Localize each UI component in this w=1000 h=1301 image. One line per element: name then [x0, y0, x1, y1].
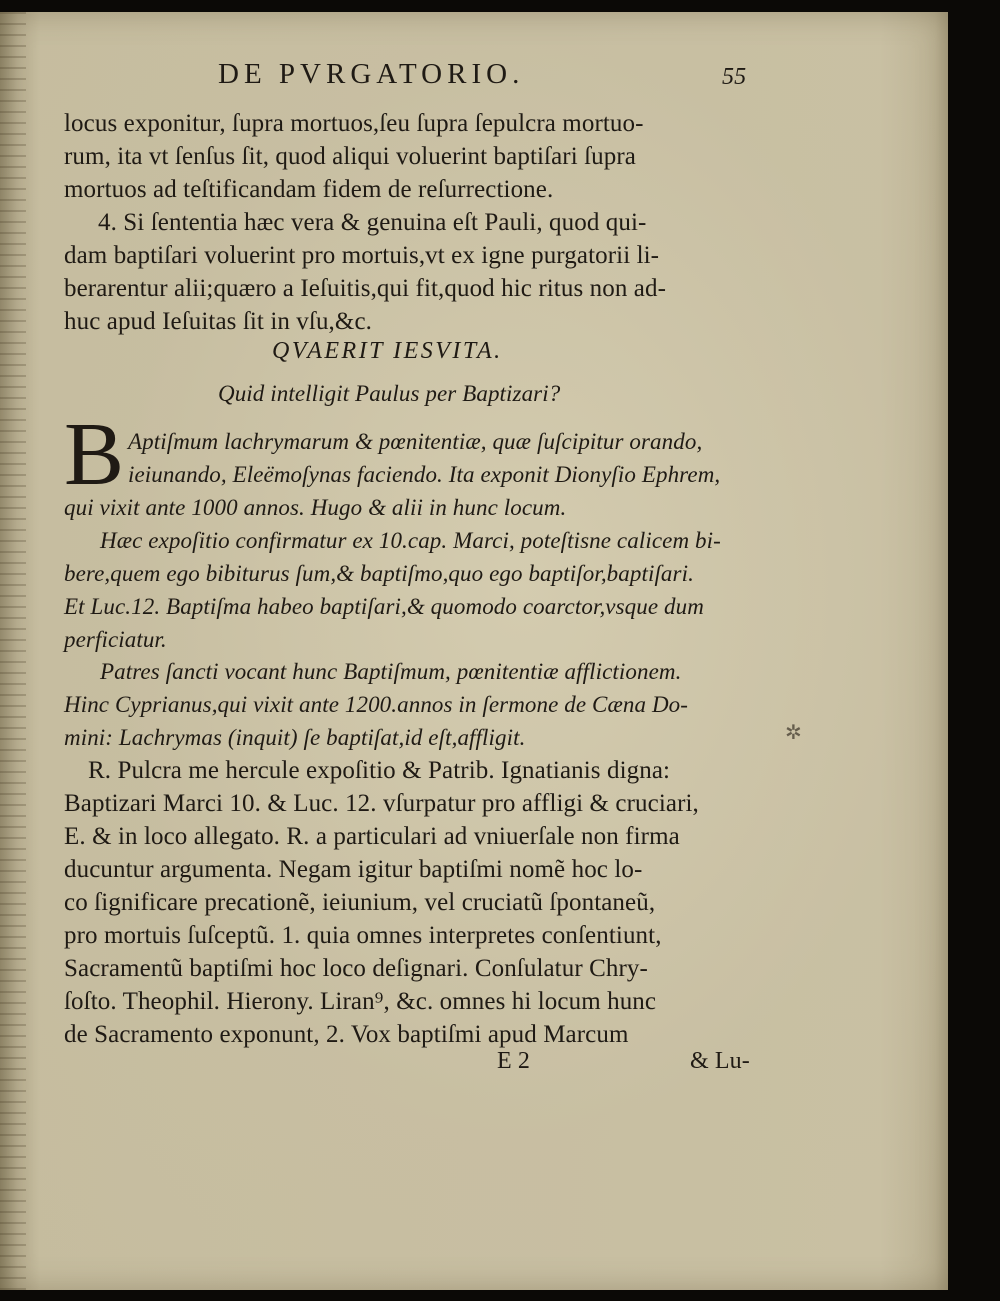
catchword: & Lu- [690, 1048, 750, 1074]
text-line: locus exponitur, ſupra mortuos,ſeu ſupra ſepulcra mortuo- [64, 110, 644, 137]
text-line: ſoſto. Theophil. Hierony. Liran⁹, &c. omnes hi locum hunc [64, 988, 657, 1015]
page-text [0, 12, 948, 1290]
italic-line: Hinc Cyprianus,qui vixit ante 1200.annos in ſermone de Cæna Do- [64, 692, 689, 717]
text-line: rum, ita vt ſenſus ſit, quod aliqui voluerint baptiſari ſupra [64, 143, 636, 170]
folio-number: 55 [722, 64, 747, 90]
text-line: huc apud Ieſuitas ſit in vſu,&c. [64, 308, 372, 335]
text-line: R. Pulcra me hercule expoſitio & Patrib. Ignatianis digna: [88, 757, 671, 784]
text-line: Baptizari Marci 10. & Luc. 12. vſurpatur pro affligi & cruciari, [64, 790, 699, 817]
running-head: DE PVRGATORIO. [218, 58, 525, 90]
italic-line: Aptiſmum lachrymarum & pœnitentiæ, quæ ſuſcipitur orando, [128, 429, 703, 454]
book-page [0, 12, 948, 1290]
italic-line: Et Luc.12. Baptiſma habeo baptiſari,& quomodo coarctor,vsque dum [64, 594, 704, 619]
text-line: mortuos ad teſtificandam fidem de reſurrectione. [64, 176, 554, 203]
signature-mark: E 2 [497, 1048, 530, 1074]
drop-capital: B [64, 405, 125, 504]
ink-blot-icon: ✲ [785, 722, 802, 744]
text-line: pro mortuis ſuſceptũ. 1. quia omnes interpretes conſentiunt, [64, 922, 662, 949]
text-line: Sacramentũ baptiſmi hoc loco deſignari. Conſulatur Chry- [64, 955, 648, 982]
text-line: E. & in loco allegato. R. a particulari ad vniuerſale non firma [64, 823, 680, 850]
section-heading: QVAERIT IESVITA. [272, 338, 503, 364]
italic-line: Hæc expoſitio confirmatur ex 10.cap. Marci, poteſtisne calicem bi- [100, 528, 721, 553]
section-subheading: Quid intelligit Paulus per Baptizari? [218, 381, 561, 406]
text-line: ducuntur argumenta. Negam igitur baptiſmi nomẽ hoc lo- [64, 856, 643, 883]
italic-line: bere,quem ego bibiturus ſum,& baptiſmo,quo ego baptiſor,baptiſari. [64, 561, 694, 586]
text-line: de Sacramento exponunt, 2. Vox baptiſmi apud Marcum [64, 1021, 629, 1048]
italic-line: Patres ſancti vocant hunc Baptiſmum, pœnitentiæ afflictionem. [100, 659, 682, 684]
text-line: dam baptiſari voluerint pro mortuis,vt ex igne purgatorii li- [64, 242, 660, 269]
text-line: co ſignificare precationẽ, ieiunium, vel cruciatũ ſpontaneũ, [64, 889, 656, 916]
italic-line: mini: Lachrymas (inquit) ſe baptiſat,id eſt,affligit. [64, 725, 526, 750]
italic-line: perficiatur. [64, 627, 167, 652]
italic-line: ieiunando, Eleëmoſynas faciendo. Ita exponit Dionyſio Ephrem, [128, 462, 721, 487]
text-line: 4. Si ſententia hæc vera & genuina eſt Pauli, quod qui- [98, 209, 647, 236]
text-line: berarentur alii;quæro a Ieſuitis,qui fit,quod hic ritus non ad- [64, 275, 666, 302]
italic-line: qui vixit ante 1000 annos. Hugo & alii in hunc locum. [64, 495, 567, 520]
